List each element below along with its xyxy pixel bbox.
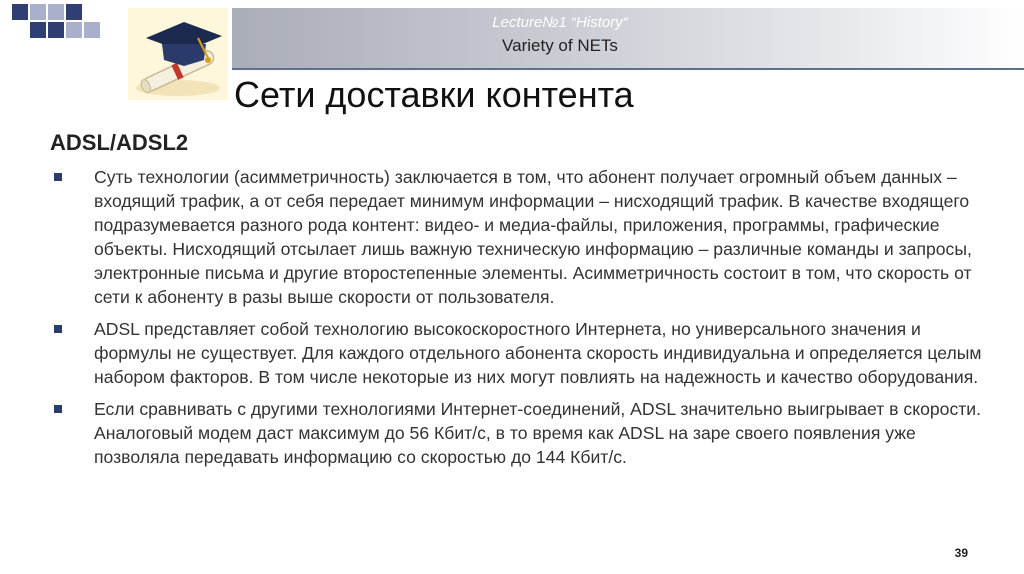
page-number: 39 [954,546,968,560]
decorative-squares [0,0,130,50]
bullet-item [50,397,990,469]
slide-title: Сети доставки контента [234,74,634,115]
decor-square [12,4,28,20]
bullet-list [50,165,990,477]
decor-square [66,22,82,38]
decor-square [30,4,46,20]
bullet-item [50,165,990,309]
square-bullet-icon [54,405,62,413]
lecture-title: Lecture№1 “History“ [492,14,628,31]
bullet-text: Суть технологии (асимметричность) заключается в том, что абонент получает огромный объем данных – входящий трафик, а от себя передает минимум информации – нисходящий трафик. В качестве входящего подразумевается разного рода контент: видео- и медиа-файлы, приложения, программы, графические объекты. Нисходящий отсылает лишь важную техническую информацию – различные команды и запросы, электронные письма и другие второстепенные элементы. Асимметричность состоит в том, что скорость от сети к абоненту в разы выше скорости от пользователя. [94,167,972,307]
decor-square [66,4,82,20]
bullet-item [50,317,990,389]
bullet-text: ADSL представляет собой технологию высокоскоростного Интернета, но универсального значения и формулы не существует. Для каждого отдельного абонента скорость индивидуальна и определяется целым набором факторов. В том числе некоторые из них могут повлиять на надежность и качество оборудования. [94,319,982,387]
decor-square [84,22,100,38]
header-divider [232,68,1024,70]
decor-square [48,4,64,20]
square-bullet-icon [54,173,62,181]
decor-square [48,22,64,38]
lecture-subtitle: Variety of NETs [502,36,618,55]
bullet-text: Если сравнивать с другими технологиями Интернет-соединений, ADSL значительно выигрывает в скорости. Аналоговый модем даст максимум до 56 Кбит/с, в то время как ADSL на заре своего появления уже позволяла передавать информацию со скоростью до 144 Кбит/с. [94,399,982,467]
section-heading: ADSL/ADSL2 [50,130,189,155]
decor-square [30,22,46,38]
graduation-cap-diploma-icon [128,8,228,100]
square-bullet-icon [54,325,62,333]
